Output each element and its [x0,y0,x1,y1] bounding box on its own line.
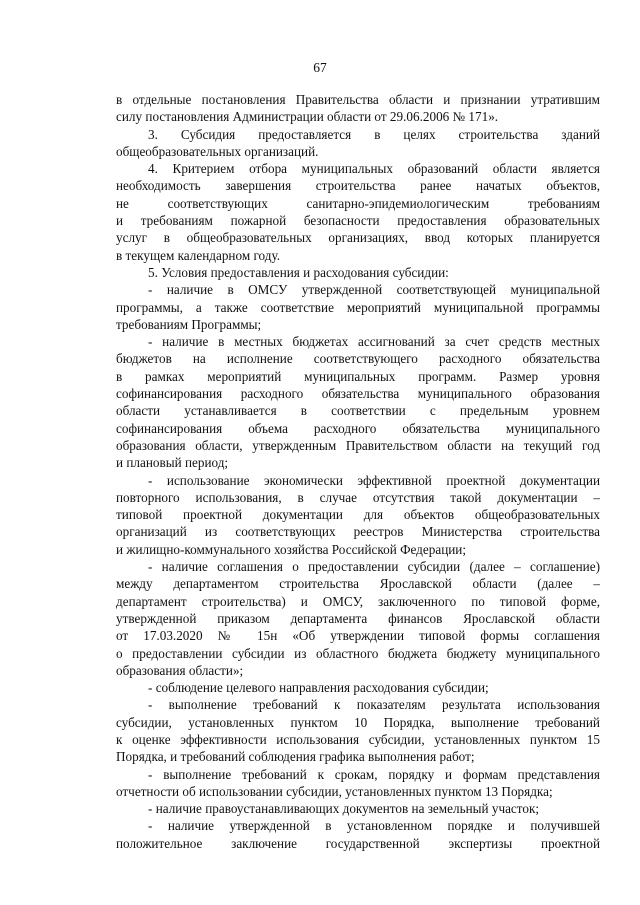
text-line: образования области, утвержденным Правительством области на текущий год [116,437,600,453]
text-line: и плановый период; [116,455,229,471]
text-line: 3. Субсидия предоставляется в целях строительства зданий [148,126,600,142]
text-line: софинансирования расходного обязательства муниципального образования [116,386,600,402]
text-line: - использование экономически эффективной проектной документации [148,472,600,488]
text-line: - наличие соглашения о предоставлении субсидии (далее – соглашение) [148,559,600,575]
text-line: департамент строительства) и ОМСУ, заключенного по типовой форме, [116,593,600,609]
text-line: положительное заключение государственной экспертизы проектной [116,835,600,851]
text-line: общеобразовательных организаций. [116,143,319,159]
text-line: - соблюдение целевого направления расходования субсидии; [148,680,489,696]
text-line: в рамках мероприятий муниципальных программ. Размер уровня [116,368,600,384]
text-line: софинансирования объема расходного обязательства муниципального [116,420,600,436]
text-line: в отдельные постановления Правительства области и признании утратившим [116,92,600,107]
text-line: - наличие в ОМСУ утвержденной соответствующей муниципальной [148,282,600,298]
text-line: утвержденной приказом департамента финансов Ярославской области [116,610,600,626]
text-line: повторного использования, в случае отсутствия такой документации – [116,489,600,505]
text-line: области устанавливается в соответствии с предельным уровнем [116,403,600,419]
page-number: 67 [313,60,327,75]
text-line: требованиям Программы; [116,316,262,332]
text-line: образования области»; [116,662,244,678]
text-line: и требованиям пожарной безопасности предоставления образовательных [116,213,600,229]
text-line: - выполнение требований к показателям результата использования [148,697,600,713]
text-line: - наличие утвержденной в установленном порядке и получившей [148,818,600,834]
text-line: отчетности об использовании субсидии, установленных пунктом 13 Порядка; [116,783,553,799]
text-line: в текущем календарном году. [116,247,281,263]
text-line: - выполнение требований к срокам, порядку и формам представления [148,766,600,782]
text-line: организаций из соответствующих реестров Министерства строительства [116,524,600,540]
text-line: не соответствующих санитарно-эпидемиологическим требованиям [116,195,600,211]
text-line: между департаментом строительства Ярославской области (далее – [116,576,600,592]
text-line: 4. Критерием отбора муниципальных образований области является [148,161,600,177]
text-line: Порядка, и требований соблюдения графика выполнения работ; [116,749,475,765]
text-line: субсидии, установленных пунктом 10 Порядка, выполнение требований [116,714,600,730]
text-line: - наличие правоустанавливающих документов на земельный участок; [148,801,540,817]
text-line: от 17.03.2020 № 15н «Об утверждении типовой формы соглашения [116,628,600,644]
text-line: о предоставлении субсидии из областного бюджета бюджету муниципального [116,645,600,661]
text-line: бюджетов на исполнение соответствующего расходного обязательства [116,351,600,367]
text-line: услуг в общеобразовательных организациях, ввод которых планируется [116,230,600,246]
text-line: - наличие в местных бюджетах ассигнований за счет средств местных [148,334,600,350]
text-line: необходимость завершения строительства ранее начатых объектов, [116,178,600,194]
text-line: к оценке эффективности использования субсидии, установленных пунктом 15 [116,731,600,747]
document-body [116,91,600,852]
text-line: типовой проектной документации для объектов общеобразовательных [116,507,600,523]
text-line: 5. Условия предоставления и расходования субсидии: [148,264,449,280]
text-line: программы, а также соответствие мероприятий муниципальной программы [116,299,600,315]
text-line: силу постановления Администрации области от 29.06.2006 № 171». [116,109,499,125]
text-line: и жилищно-коммунального хозяйства Российской Федерации; [116,541,467,557]
